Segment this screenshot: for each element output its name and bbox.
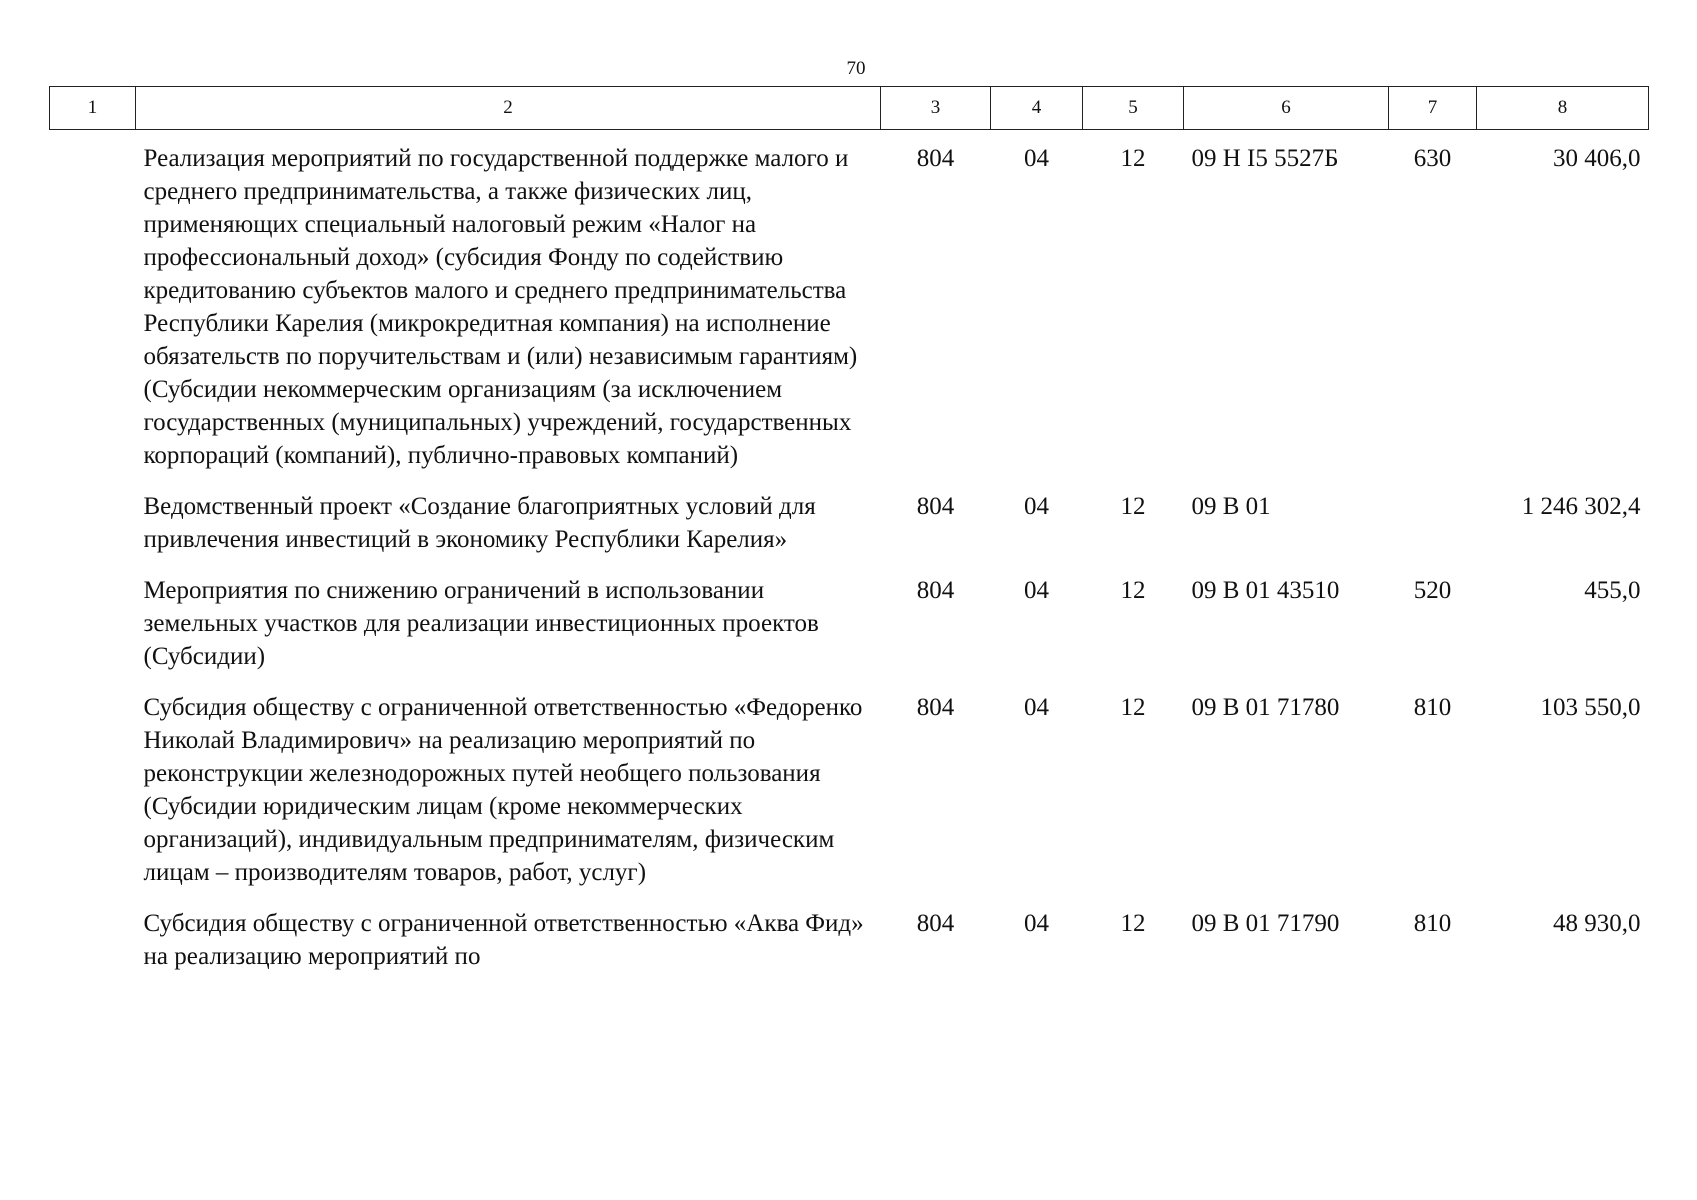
subsection-code-cell: 12 (1120, 493, 1146, 520)
grbs-code-cell: 804 (916, 694, 955, 721)
expense-type-code-cell: 630 (1413, 145, 1452, 172)
expense-type-code-cell: 810 (1413, 910, 1452, 937)
item-name-cell: Мероприятия по снижению ограничений в использовании земельных участков для реализации инвестиционных проектов (Субсидии) (143, 577, 819, 670)
row-index-cell (50, 130, 136, 481)
column-header-5: 5 (1083, 87, 1184, 130)
budget-table (49, 86, 1649, 981)
grbs-code-cell: 804 (916, 577, 955, 604)
grbs-code-cell: 804 (916, 493, 955, 520)
section-code-cell: 04 (1024, 694, 1049, 721)
amount-cell: 455,0 (1584, 577, 1641, 604)
section-code-cell: 04 (1024, 493, 1049, 520)
section-code-cell: 04 (1024, 145, 1049, 172)
expense-type-code-cell (1389, 480, 1477, 564)
expense-type-code-cell: 810 (1413, 694, 1452, 721)
column-header-8: 8 (1477, 87, 1649, 130)
section-code-cell: 04 (1024, 577, 1049, 604)
target-article-code-cell: 09 Н I5 5527Б (1191, 145, 1339, 172)
grbs-code-cell: 804 (916, 910, 955, 937)
subsection-code-cell: 12 (1120, 145, 1146, 172)
item-name-cell: Ведомственный проект «Создание благоприятных условий для привлечения инвестиций в экономику Республики Карелия» (143, 493, 816, 553)
subsection-code-cell: 12 (1120, 910, 1146, 937)
expense-type-code-cell: 520 (1413, 577, 1452, 604)
table-row (50, 130, 1649, 481)
grbs-code-cell: 804 (916, 145, 955, 172)
column-header-6: 6 (1184, 87, 1389, 130)
subsection-code-cell: 12 (1120, 694, 1146, 721)
subsection-code-cell: 12 (1120, 577, 1146, 604)
row-index-cell (50, 681, 136, 897)
row-index-cell (50, 480, 136, 564)
amount-cell: 1 246 302,4 (1521, 493, 1641, 520)
table-row (50, 480, 1649, 564)
column-header-4: 4 (991, 87, 1083, 130)
table-row (50, 564, 1649, 681)
item-name-cell: Субсидия обществу с ограниченной ответственностью «Аква Фид» на реализацию мероприятий по (143, 910, 864, 970)
target-article-code-cell: 09 В 01 43510 (1191, 577, 1340, 604)
column-header-2: 2 (136, 87, 881, 130)
row-index-cell (50, 897, 136, 981)
page-number: 70 (846, 58, 866, 79)
column-header-3: 3 (881, 87, 991, 130)
amount-cell: 30 406,0 (1553, 145, 1641, 172)
target-article-code-cell: 09 В 01 71790 (1191, 910, 1340, 937)
amount-cell: 48 930,0 (1553, 910, 1641, 937)
table-row (50, 897, 1649, 981)
column-header-1: 1 (50, 87, 136, 130)
column-number-header-row (50, 87, 1649, 130)
target-article-code-cell: 09 В 01 71780 (1191, 694, 1340, 721)
target-article-code-cell: 09 В 01 (1191, 493, 1271, 520)
table-row (50, 681, 1649, 897)
item-name-cell: Субсидия обществу с ограниченной ответственностью «Федоренко Николай Владимирович» на реализацию мероприятий по реконструкции железнодорожных путей необщего пользования (Субсидии юридическим лицам (кроме некоммерческих организаций), индивидуальным предпринимателям, физическим лицам – производителям товаров, работ, услуг) (143, 694, 863, 886)
amount-cell: 103 550,0 (1540, 694, 1641, 721)
section-code-cell: 04 (1024, 910, 1049, 937)
item-name-cell: Реализация мероприятий по государственной поддержке малого и среднего предпринимательства, а также физических лиц, применяющих специальный налоговый режим «Налог на профессиональный доход» (субсидия Фонду по содействию кредитованию субъектов малого и среднего предпринимательства Республики Карелия (микрокредитная компания) на исполнение обязательств по поручительствам и (или) независимым гарантиям) (Субсидии некоммерческим организациям (за исключением государственных (муниципальных) учреждений, государственных корпораций (компаний), публично-правовых компаний) (143, 145, 858, 469)
column-header-7: 7 (1389, 87, 1477, 130)
row-index-cell (50, 564, 136, 681)
